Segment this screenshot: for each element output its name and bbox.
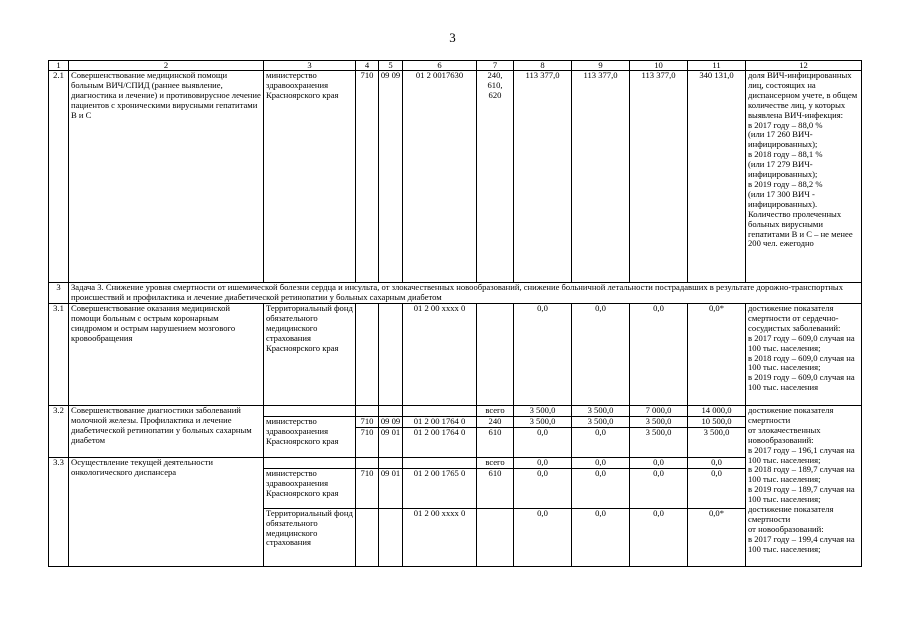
rzpr-code: 09 09 — [379, 71, 403, 283]
header-cell: 7 — [477, 61, 514, 71]
amount-2019: 0,0 — [630, 508, 688, 566]
amount-2018: 0,0 — [572, 508, 630, 566]
amount-2019: 7 000,0 — [630, 406, 688, 417]
table-row-task-3 — [49, 283, 862, 304]
csr-code: 01 2 00 хххх 0 — [403, 304, 477, 406]
amount-total: 340 131,0 — [688, 71, 746, 283]
amount-2017: 3 500,0 — [514, 406, 572, 417]
header-cell: 11 — [688, 61, 746, 71]
amount-2017: 0,0 — [514, 457, 572, 468]
csr-code: 01 2 00 хххх 0 — [403, 508, 477, 566]
task-text: Задача 3. Снижение уровня смертности от ишемической болезни сердца и инсульта, от злокачественных новообразований, снижение больничной летальности пострадавших в результате дорожно-транспортных происшествий и профилактика и лечение диабетической ретинопатии у больных сахарным диабетом — [69, 283, 862, 304]
expected-result: достижение показателя смертности от сердечно-сосудистых заболеваний: в 2017 году – 609,0 случая на 100 тыс. населения; в 2018 году – 609,0 случая на 100 тыс. населения; в 2019 году – 609,0 случая на 100 тыс. населения — [746, 304, 862, 406]
header-cell: 9 — [572, 61, 630, 71]
header-cell: 4 — [356, 61, 379, 71]
table-row-2-1 — [49, 71, 862, 283]
csr-code: 01 2 0017630 — [403, 71, 477, 283]
header-cell: 3 — [264, 61, 356, 71]
activity-name: Совершенствование медицинской помощи больным ВИЧ/СПИД (раннее выявление, диагностика и лечение) и противовирусное лечение пациентов с хроническими вирусными гепатитами В и С — [69, 71, 264, 283]
header-cell: 6 — [403, 61, 477, 71]
amount-2019: 0,0 — [630, 457, 688, 468]
header-row — [49, 61, 862, 71]
amount-total: 0,0* — [688, 508, 746, 566]
vr-code: всего — [477, 406, 514, 417]
amount-2018: 3 500,0 — [572, 406, 630, 417]
page-number: 3 — [449, 30, 456, 45]
amount-total: 10 500,0 — [688, 416, 746, 427]
expected-result: доля ВИЧ-инфицированных лиц, состоящих на диспансерном учете, в общем количестве лиц, у которых выявлена ВИЧ-инфекция: в 2017 году – 88,0 % (или 17 260 ВИЧ-инфицированных); в 2018 году – 88,1 % (или 17 279 ВИЧ-инфицированных); в 2019 году – 88,2 % (или 17 300 ВИЧ - инфицированных). Количество пролеченных больных вирусными гепатитами В и С – не менее 200 чел. ежегодно — [746, 71, 862, 283]
vr-code: 240 — [477, 416, 514, 427]
program-table-sheet — [48, 60, 862, 567]
rzpr-code: 09 09 — [379, 416, 403, 427]
grbs-code: 710 — [356, 71, 379, 283]
amount-total: 0,0 — [688, 457, 746, 468]
row-number: 3 — [49, 283, 69, 304]
amount-2019: 3 500,0 — [630, 427, 688, 457]
grbs-code: 710 — [356, 416, 379, 427]
amount-2017: 0,0 — [514, 304, 572, 406]
header-cell: 5 — [379, 61, 403, 71]
vr-code: всего — [477, 457, 514, 468]
amount-2018: 0,0 — [572, 304, 630, 406]
row-number: 3.3 — [49, 457, 69, 566]
amount-total: 3 500,0 — [688, 427, 746, 457]
amount-2019: 0,0 — [630, 468, 688, 508]
program-activities-table — [48, 60, 862, 567]
activity-name: Совершенствование оказания медицинской помощи больным с острым коронарным синдромом и острым нарушением мозгового кровообращения — [69, 304, 264, 406]
executor: министерство здравоохранения Красноярского края — [264, 71, 356, 283]
activity-name: Осуществление текущей деятельности онкологического диспансера — [69, 457, 264, 566]
expected-result: достижение показателя смертности от злокачественных новообразований: в 2017 году – 196,1 случая на 100 тыс. населения; в 2018 году – 189,7 случая на 100 тыс. населения; в 2019 году – 189,7 случая на 100 тыс. населения; достижение показателя смертности от новообразований: в 2017 году – 199,4 случая на 100 тыс. населения; — [746, 406, 862, 567]
activity-name: Совершенствование диагностики заболеваний молочной железы. Профилактика и лечение диабетической ретинопатии у больных сахарным диабетом — [69, 406, 264, 458]
header-cell: 8 — [514, 61, 572, 71]
amount-2018: 0,0 — [572, 457, 630, 468]
header-cell: 10 — [630, 61, 688, 71]
header-cell: 2 — [69, 61, 264, 71]
vr-code: 610 — [477, 468, 514, 508]
amount-total: 0,0* — [688, 304, 746, 406]
executor: Территориальный фонд обязательного медицинского страхования — [264, 508, 356, 566]
row-number: 3.2 — [49, 406, 69, 458]
row-number: 2.1 — [49, 71, 69, 283]
amount-2017: 0,0 — [514, 427, 572, 457]
grbs-code: 710 — [356, 468, 379, 508]
executor: министерство здравоохранения Красноярского края — [264, 468, 356, 508]
amount-2018: 3 500,0 — [572, 416, 630, 427]
vr-code: 610 — [477, 427, 514, 457]
amount-2019: 113 377,0 — [630, 71, 688, 283]
rzpr-code: 09 01 — [379, 468, 403, 508]
amount-2017: 0,0 — [514, 468, 572, 508]
table-row-3-3-total — [49, 457, 862, 468]
executor: министерство здравоохранения Красноярского края — [264, 416, 356, 457]
amount-2017: 113 377,0 — [514, 71, 572, 283]
amount-total: 0,0 — [688, 468, 746, 508]
amount-2018: 0,0 — [572, 468, 630, 508]
vr-code: 240, 610, 620 — [477, 71, 514, 283]
rzpr-code: 09 01 — [379, 427, 403, 457]
csr-code: 01 2 00 1765 0 — [403, 468, 477, 508]
amount-2019: 3 500,0 — [630, 416, 688, 427]
header-cell: 12 — [746, 61, 862, 71]
csr-code: 01 2 00 1764 0 — [403, 416, 477, 427]
amount-2017: 0,0 — [514, 508, 572, 566]
executor: Территориальный фонд обязательного медицинского страхования Красноярского края — [264, 304, 356, 406]
amount-2018: 113 377,0 — [572, 71, 630, 283]
csr-code: 01 2 00 1764 0 — [403, 427, 477, 457]
amount-2019: 0,0 — [630, 304, 688, 406]
grbs-code: 710 — [356, 427, 379, 457]
amount-2018: 0,0 — [572, 427, 630, 457]
amount-2017: 3 500,0 — [514, 416, 572, 427]
table-row-3-1 — [49, 304, 862, 406]
amount-total: 14 000,0 — [688, 406, 746, 417]
row-number: 3.1 — [49, 304, 69, 406]
table-row-3-2-total — [49, 406, 862, 417]
header-cell: 1 — [49, 61, 69, 71]
